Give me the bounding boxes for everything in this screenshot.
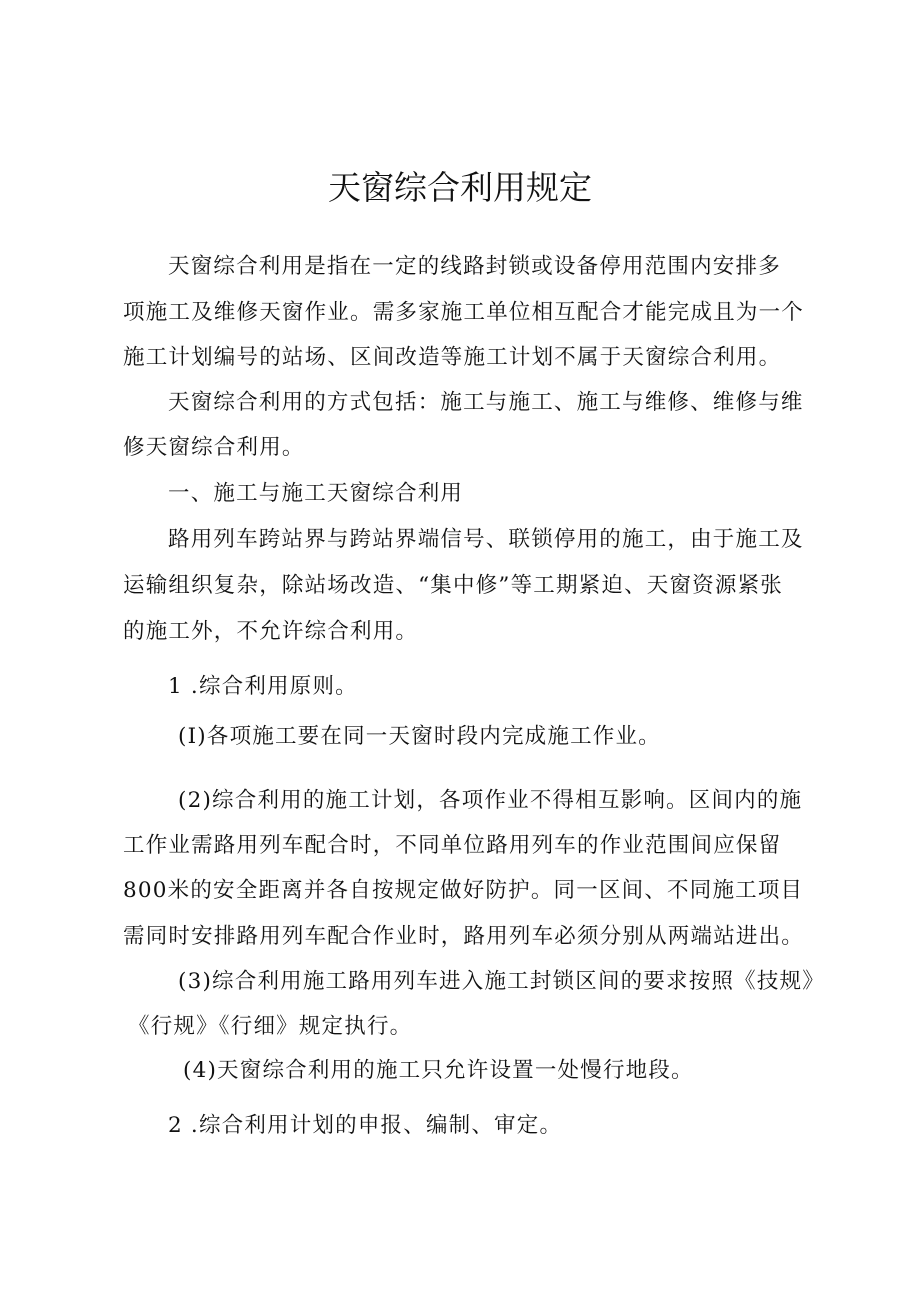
paragraph-line: 《行规》《行细》规定执行。 xyxy=(128,1014,413,1039)
list-item: (I)各项施工要在同一天窗时段内完成施工作业。 xyxy=(178,724,661,749)
paragraph-line: 施工计划编号的站场、区间改造等施工计划不属于天窗综合利用。 xyxy=(123,345,782,370)
list-item: (2)综合利用的施工计划，各项作业不得相互影响。区间内的施 xyxy=(178,788,803,813)
paragraph-line: 天窗综合利用的方式包括：施工与施工、施工与维修、维修与维 xyxy=(168,390,804,415)
document-title: 天窗综合利用规定 xyxy=(328,168,592,207)
subsection-heading: 1 .综合利用原则。 xyxy=(168,674,358,699)
subsection-heading: 2 .综合利用计划的申报、编制、审定。 xyxy=(168,1113,563,1138)
paragraph-line: 需同时安排路用列车配合作业时，路用列车必须分别从两端站进出。 xyxy=(123,924,805,949)
paragraph-line: 工作业需路用列车配合时，不同单位路用列车的作业范围间应保留 xyxy=(123,833,782,858)
paragraph-line: 天窗综合利用是指在一定的线路封锁或设备停用范围内安排多 xyxy=(168,254,781,279)
list-item: (4)天窗综合利用的施工只允许设置一处慢行地段。 xyxy=(183,1058,694,1083)
paragraph-line: 修天窗综合利用。 xyxy=(123,435,305,460)
list-item: (3)综合利用施工路用列车进入施工封锁区间的要求按照《技规》 xyxy=(178,969,825,994)
paragraph-line: 800米的安全距离并各自按规定做好防护。同一区间、不同施工项目 xyxy=(123,878,804,903)
paragraph-line: 运输组织复杂，除站场改造、“集中修”等工期紧迫、天窗资源紧张 xyxy=(123,573,783,598)
paragraph-line: 路用列车跨站界与跨站界端信号、联锁停用的施工，由于施工及 xyxy=(168,527,804,552)
paragraph-line: 项施工及维修天窗作业。需多家施工单位相互配合才能完成且为一个 xyxy=(123,300,805,325)
paragraph-line: 的施工外，不允许综合利用。 xyxy=(123,619,419,644)
section-heading: 一、施工与施工天窗综合利用 xyxy=(168,481,464,506)
